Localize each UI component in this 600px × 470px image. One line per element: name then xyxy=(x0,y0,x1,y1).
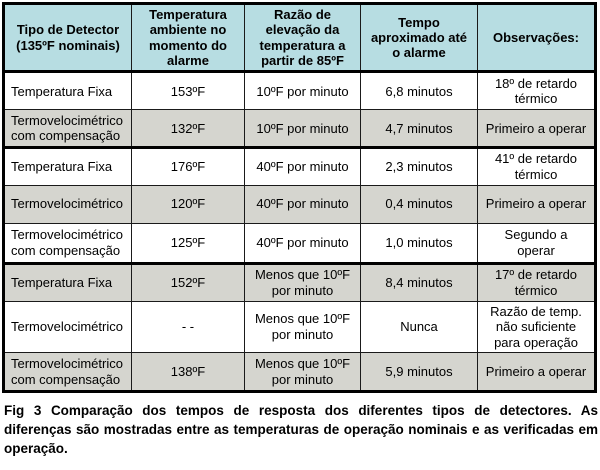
cell-rise-rate: 40ºF por minuto xyxy=(245,223,361,263)
table-header xyxy=(4,4,596,72)
table-row xyxy=(4,72,596,110)
cell-observation: Primeiro a operar xyxy=(478,110,596,148)
cell-time-to-alarm: 4,7 minutos xyxy=(361,110,478,148)
cell-ambient-temp: - - xyxy=(132,301,245,353)
cell-ambient-temp: 132ºF xyxy=(132,110,245,148)
cell-rise-rate: 40ºF por minuto xyxy=(245,185,361,223)
cell-rise-rate: 10ºF por minuto xyxy=(245,110,361,148)
cell-observation: 41º de retardo térmico xyxy=(478,148,596,185)
cell-time-to-alarm: 6,8 minutos xyxy=(361,72,478,110)
header-detector-type: Tipo de Detector (135ºF nominais) xyxy=(4,4,132,72)
cell-detector-type: Termovelocimétrico xyxy=(4,301,132,353)
detector-comparison-table xyxy=(2,2,597,393)
table-row xyxy=(4,110,596,148)
header-row xyxy=(4,4,596,72)
cell-observation: 17º de retardo térmico xyxy=(478,263,596,301)
cell-time-to-alarm: 5,9 minutos xyxy=(361,353,478,392)
cell-time-to-alarm: 8,4 minutos xyxy=(361,263,478,301)
cell-rise-rate: 10ºF por minuto xyxy=(245,72,361,110)
cell-time-to-alarm: Nunca xyxy=(361,301,478,353)
cell-detector-type: Termovelocimétrico com compensação xyxy=(4,353,132,392)
cell-detector-type: Temperatura Fixa xyxy=(4,72,132,110)
cell-rise-rate: Menos que 10ºF por minuto xyxy=(245,301,361,353)
cell-detector-type: Temperatura Fixa xyxy=(4,148,132,185)
cell-detector-type: Termovelocimétrico com compensação xyxy=(4,110,132,148)
table-row xyxy=(4,223,596,263)
cell-ambient-temp: 152ºF xyxy=(132,263,245,301)
cell-detector-type: Termovelocimétrico com compensação xyxy=(4,223,132,263)
table-row xyxy=(4,353,596,392)
table-row xyxy=(4,263,596,301)
header-time-to-alarm: Tempo aproximado até o alarme xyxy=(361,4,478,72)
cell-ambient-temp: 176ºF xyxy=(132,148,245,185)
cell-observation: Segundo a operar xyxy=(478,223,596,263)
cell-ambient-temp: 125ºF xyxy=(132,223,245,263)
cell-time-to-alarm: 2,3 minutos xyxy=(361,148,478,185)
cell-detector-type: Temperatura Fixa xyxy=(4,263,132,301)
table-body xyxy=(4,72,596,392)
cell-observation: 18º de retardo térmico xyxy=(478,72,596,110)
cell-observation: Primeiro a operar xyxy=(478,353,596,392)
cell-time-to-alarm: 0,4 minutos xyxy=(361,185,478,223)
cell-ambient-temp: 138ºF xyxy=(132,353,245,392)
table-row xyxy=(4,148,596,185)
cell-rise-rate: Menos que 10ºF por minuto xyxy=(245,263,361,301)
header-rise-rate: Razão de elevação da temperatura a partir de 85ºF xyxy=(245,4,361,72)
cell-observation: Razão de temp. não suficiente para operação xyxy=(478,301,596,353)
cell-time-to-alarm: 1,0 minutos xyxy=(361,223,478,263)
table-row xyxy=(4,185,596,223)
cell-detector-type: Termovelocimétrico xyxy=(4,185,132,223)
header-ambient-temp: Temperatura ambiente no momento do alarme xyxy=(132,4,245,72)
cell-ambient-temp: 153ºF xyxy=(132,72,245,110)
figure-caption: Fig 3 Comparação dos tempos de resposta dos diferentes tipos de detectores. As diferenças são mostradas entre as temperaturas de operação nominais e as verificadas em operação. xyxy=(4,403,598,457)
cell-rise-rate: Menos que 10ºF por minuto xyxy=(245,353,361,392)
table-row xyxy=(4,301,596,353)
cell-rise-rate: 40ºF por minuto xyxy=(245,148,361,185)
header-observations: Observações: xyxy=(478,4,596,72)
cell-ambient-temp: 120ºF xyxy=(132,185,245,223)
cell-observation: Primeiro a operar xyxy=(478,185,596,223)
